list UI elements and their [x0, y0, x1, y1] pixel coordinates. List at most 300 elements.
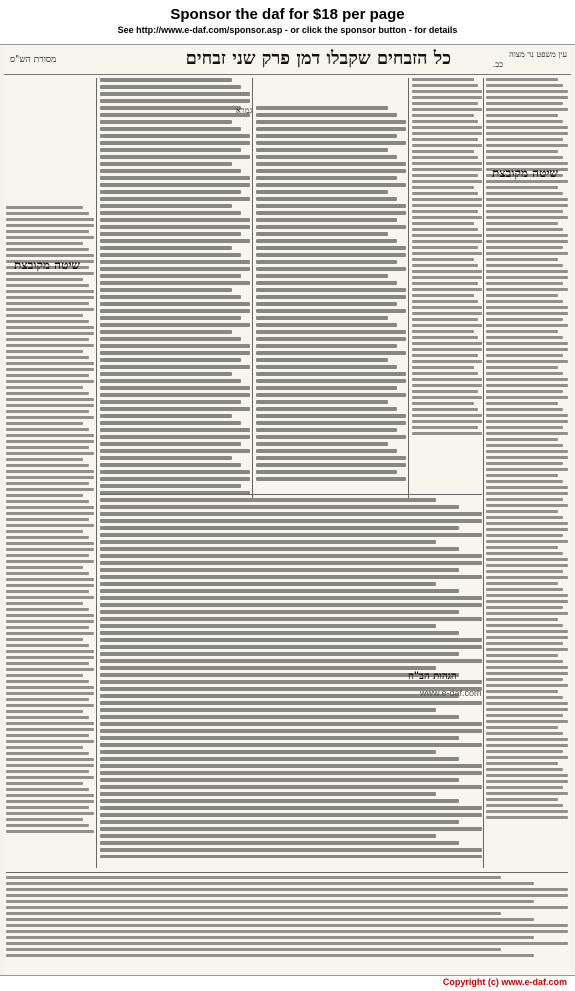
text-line [100, 848, 482, 852]
text-line [486, 246, 563, 249]
text-line [486, 192, 563, 195]
text-line [256, 246, 406, 250]
text-line [412, 186, 474, 189]
text-line [256, 239, 397, 243]
text-line [486, 726, 558, 729]
text-line [256, 379, 406, 383]
text-line [6, 566, 83, 569]
text-line [6, 650, 94, 653]
text-line [6, 710, 83, 713]
text-line [100, 610, 459, 614]
sponsor-title[interactable]: Sponsor the daf for $18 per page [170, 6, 405, 23]
text-line [486, 816, 568, 819]
text-line [6, 740, 94, 743]
text-line [486, 540, 568, 543]
text-line [412, 342, 482, 345]
text-line [486, 534, 563, 537]
text-line [256, 155, 397, 159]
text-line [100, 309, 250, 313]
text-line [486, 348, 568, 351]
text-line [6, 224, 94, 227]
text-line [100, 435, 250, 439]
text-line [6, 752, 89, 755]
text-line [6, 794, 94, 797]
text-line [6, 386, 83, 389]
text-line [486, 324, 568, 327]
text-line [486, 216, 568, 219]
text-line [256, 211, 406, 215]
sponsor-subtitle[interactable]: See http://www.e-daf.com/sponsor.asp - or click the sponsor button - for details [117, 25, 458, 35]
column-divider [408, 78, 409, 498]
text-line [486, 750, 563, 753]
text-line [6, 308, 94, 311]
text-line [412, 378, 482, 381]
text-line [486, 606, 563, 609]
text-line [6, 206, 83, 209]
text-line [100, 232, 241, 236]
text-line [100, 190, 241, 194]
text-line [100, 736, 459, 740]
text-line [486, 204, 568, 207]
text-line [486, 456, 568, 459]
text-line [256, 225, 406, 229]
text-line [486, 792, 568, 795]
text-line [412, 144, 482, 147]
text-line [6, 674, 83, 677]
sponsor-banner[interactable] [0, 0, 575, 45]
text-line [256, 358, 388, 362]
text-line [486, 210, 563, 213]
text-line [412, 204, 482, 207]
text-line [486, 360, 568, 363]
text-line [6, 692, 94, 695]
text-line [6, 278, 83, 281]
text-line [256, 421, 406, 425]
text-line [6, 218, 94, 221]
text-line [256, 141, 406, 145]
text-line [486, 234, 568, 237]
text-line [6, 530, 83, 533]
copyright-link[interactable]: Copyright (c) www.e-daf.com [442, 977, 567, 987]
text-line [6, 554, 89, 557]
text-line [100, 218, 250, 222]
text-line [6, 374, 89, 377]
text-line [256, 393, 406, 397]
text-line [100, 694, 459, 698]
text-line [412, 120, 478, 123]
text-line [6, 302, 89, 305]
text-line [6, 368, 94, 371]
text-line [486, 600, 568, 603]
text-line [6, 296, 94, 299]
text-line [100, 470, 250, 474]
text-line [412, 300, 478, 303]
text-line [486, 654, 558, 657]
text-line [412, 180, 482, 183]
text-line [412, 174, 478, 177]
text-line [100, 204, 232, 208]
text-line [412, 408, 478, 411]
text-line [100, 785, 482, 789]
text-line [100, 659, 482, 663]
shita-mekubetzes-left-label: שיטה מקובצת [14, 258, 80, 272]
text-line [486, 372, 563, 375]
text-line [256, 302, 397, 306]
text-line [100, 463, 241, 467]
text-line [486, 552, 563, 555]
hagahot-label: הגהות הב"ח [408, 671, 457, 682]
text-line [100, 855, 482, 858]
text-line [100, 281, 250, 285]
text-line [256, 449, 397, 453]
text-line [486, 126, 568, 129]
text-line [256, 351, 406, 355]
text-line [100, 596, 482, 600]
text-line [6, 818, 83, 821]
text-line [100, 743, 482, 747]
text-line [486, 288, 568, 291]
text-line [100, 505, 459, 509]
text-line [486, 786, 563, 789]
text-line [256, 134, 397, 138]
text-line [100, 477, 250, 481]
text-line [486, 582, 558, 585]
text-line [6, 380, 94, 383]
text-line [6, 770, 89, 773]
text-line [412, 90, 482, 93]
text-line [6, 680, 89, 683]
text-line [6, 356, 89, 359]
text-line [100, 351, 250, 355]
text-line [100, 554, 482, 558]
column-divider [483, 78, 484, 868]
text-line [486, 342, 568, 345]
text-line [100, 316, 241, 320]
text-line [6, 788, 89, 791]
text-line [486, 702, 568, 705]
text-line [412, 288, 482, 291]
text-line [6, 906, 568, 909]
text-line [100, 645, 482, 649]
text-line [6, 644, 89, 647]
text-line [486, 390, 563, 393]
text-line [100, 239, 250, 243]
text-line [6, 698, 89, 701]
text-line [412, 132, 482, 135]
text-line [100, 141, 250, 145]
text-line [256, 344, 397, 348]
text-line [6, 728, 94, 731]
text-line [6, 948, 501, 951]
text-line [256, 323, 397, 327]
text-line [6, 548, 94, 551]
text-line [6, 882, 534, 885]
text-line [100, 631, 459, 635]
text-line [100, 512, 482, 516]
text-line [6, 404, 94, 407]
text-line [6, 236, 94, 239]
text-line [486, 264, 563, 267]
text-line [486, 144, 568, 147]
text-line [6, 632, 94, 635]
text-line [486, 564, 568, 567]
text-line [6, 764, 94, 767]
text-line [100, 253, 241, 257]
text-line [100, 428, 250, 432]
left-margin-commentary [6, 206, 94, 946]
text-line [256, 232, 388, 236]
text-line [412, 114, 474, 117]
text-line [100, 337, 241, 341]
text-line [6, 936, 534, 939]
text-line [486, 408, 563, 411]
text-line [100, 92, 250, 96]
text-line [486, 120, 563, 123]
text-line [100, 729, 482, 733]
text-line [100, 393, 250, 397]
text-line [486, 186, 558, 189]
text-line [486, 714, 563, 717]
text-line [256, 407, 397, 411]
text-line [486, 732, 563, 735]
text-line [100, 603, 482, 607]
text-line [100, 757, 459, 761]
text-line [412, 306, 482, 309]
text-line [100, 813, 482, 817]
text-line [256, 309, 406, 313]
text-line [486, 78, 558, 81]
text-line [486, 438, 558, 441]
text-line [486, 132, 568, 135]
text-line [256, 400, 388, 404]
text-line [486, 330, 558, 333]
text-line [486, 426, 563, 429]
text-line [486, 738, 568, 741]
text-line [412, 240, 482, 243]
text-line [256, 295, 406, 299]
text-line [6, 326, 94, 329]
text-line [412, 360, 482, 363]
text-line [486, 156, 563, 159]
text-line [6, 512, 94, 515]
text-line [6, 596, 94, 599]
text-line [6, 812, 94, 815]
text-line [412, 252, 482, 255]
text-line [486, 378, 568, 381]
text-line [100, 260, 250, 264]
text-line [100, 421, 241, 425]
text-line [486, 684, 568, 687]
text-line [412, 366, 474, 369]
text-line [256, 274, 388, 278]
text-line [486, 240, 568, 243]
text-line [412, 414, 482, 417]
text-line [6, 464, 89, 467]
text-line [486, 528, 568, 531]
text-line [100, 456, 232, 460]
text-line [486, 366, 558, 369]
text-line [100, 113, 250, 117]
text-line [6, 918, 534, 921]
text-line [100, 148, 241, 152]
text-line [486, 486, 568, 489]
text-line [6, 392, 89, 395]
text-line [6, 782, 83, 785]
text-line [100, 330, 232, 334]
text-line [486, 708, 568, 711]
text-line [256, 218, 397, 222]
text-line [412, 108, 482, 111]
text-line [6, 668, 94, 671]
text-line [412, 216, 482, 219]
text-line [412, 156, 478, 159]
text-line [412, 192, 478, 195]
text-line [412, 324, 482, 327]
text-line [6, 572, 89, 575]
text-line [412, 354, 478, 357]
text-line [486, 462, 563, 465]
text-line [256, 148, 388, 152]
text-line [100, 547, 459, 551]
text-line [100, 526, 459, 530]
text-line [100, 834, 436, 838]
text-line [100, 582, 436, 586]
text-line [256, 127, 406, 131]
text-line [486, 432, 568, 435]
text-line [486, 450, 568, 453]
rashi-column [412, 78, 482, 498]
text-line [486, 306, 568, 309]
text-line [6, 662, 89, 665]
text-line [6, 212, 89, 215]
text-line [100, 274, 241, 278]
text-line [412, 426, 478, 429]
text-line [100, 575, 482, 579]
text-line [412, 138, 478, 141]
text-line [100, 127, 241, 131]
text-line [6, 350, 83, 353]
text-line [486, 630, 568, 633]
text-line [100, 533, 482, 537]
text-line [486, 666, 568, 669]
page-footer [0, 975, 575, 991]
text-line [100, 589, 459, 593]
gemara-text [256, 106, 406, 486]
text-line [486, 672, 568, 675]
text-line [486, 444, 563, 447]
text-line [6, 230, 89, 233]
text-line [100, 498, 436, 502]
text-line [6, 506, 94, 509]
text-line [100, 792, 436, 796]
text-line [256, 288, 406, 292]
text-line [100, 638, 482, 642]
text-line [486, 810, 568, 813]
text-line [486, 108, 568, 111]
text-line [486, 558, 568, 561]
text-line [412, 390, 478, 393]
text-line [486, 612, 568, 615]
text-line [412, 84, 478, 87]
text-line [100, 806, 482, 810]
text-line [412, 432, 482, 435]
mesores-hashas-label: מסורת הש"ס [10, 55, 57, 65]
text-line [486, 690, 558, 693]
text-line [256, 267, 406, 271]
text-line [412, 348, 482, 351]
text-line [486, 480, 563, 483]
tosafos-column [100, 78, 253, 498]
text-line [486, 504, 568, 507]
text-line [6, 602, 83, 605]
text-line [486, 270, 568, 273]
site-watermark: www.e-daf.com [420, 688, 482, 698]
text-line [6, 248, 89, 251]
text-line [100, 302, 250, 306]
text-line [256, 414, 406, 418]
text-line [100, 666, 436, 670]
text-line [6, 758, 94, 761]
text-line [100, 820, 459, 824]
text-line [6, 542, 94, 545]
text-line [412, 162, 482, 165]
text-line [6, 888, 568, 891]
ein-mishpat-label: עין משפט נר מצוה [509, 50, 567, 59]
text-line [486, 90, 568, 93]
text-line [100, 358, 241, 362]
text-line [412, 234, 482, 237]
text-line [412, 258, 474, 261]
talmud-page [4, 46, 571, 974]
text-line [256, 204, 406, 208]
text-line [412, 294, 474, 297]
text-line [6, 942, 568, 945]
text-line [412, 222, 474, 225]
text-line [412, 246, 478, 249]
text-line [486, 84, 563, 87]
text-line [412, 78, 474, 81]
text-line [256, 337, 406, 341]
text-line [6, 476, 94, 479]
text-line [486, 594, 568, 597]
text-line [486, 198, 568, 201]
text-line [256, 330, 406, 334]
text-line [6, 954, 534, 957]
text-line [6, 500, 89, 503]
text-line [486, 492, 568, 495]
text-line [6, 608, 89, 611]
text-line [412, 102, 478, 105]
text-line [256, 316, 388, 320]
text-line [6, 470, 94, 473]
column-divider [252, 78, 253, 498]
text-line [256, 162, 406, 166]
text-line [486, 162, 568, 165]
text-line [100, 442, 241, 446]
text-line [6, 410, 89, 413]
text-line [486, 318, 563, 321]
text-line [100, 568, 459, 572]
text-line [100, 652, 459, 656]
text-line [100, 449, 250, 453]
text-line [100, 379, 241, 383]
text-line [6, 722, 94, 725]
text-line [486, 720, 568, 723]
text-line [412, 318, 478, 321]
text-line [486, 420, 568, 423]
text-line [486, 474, 558, 477]
section-divider [6, 872, 568, 873]
